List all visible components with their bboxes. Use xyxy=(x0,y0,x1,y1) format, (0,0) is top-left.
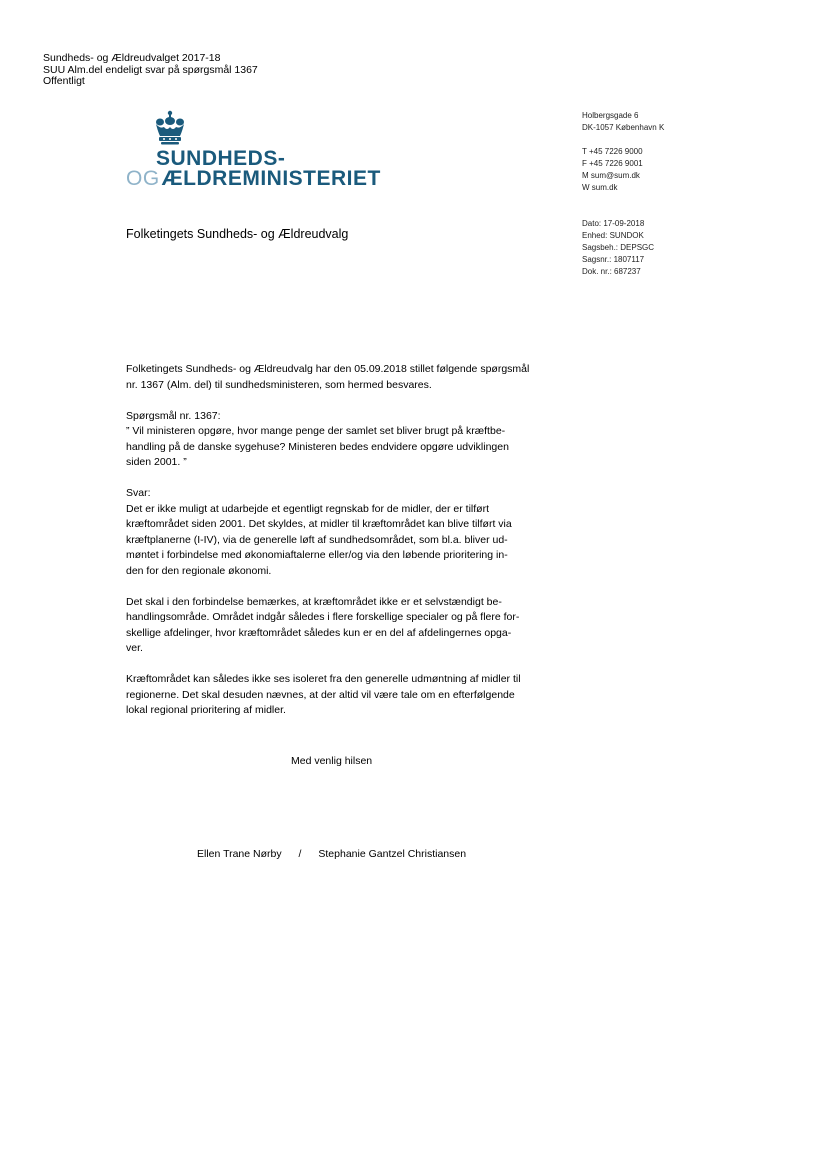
ministry-logo xyxy=(126,110,381,190)
date: Dato: 17-09-2018 xyxy=(582,219,645,228)
closing-greeting: Med venlig hilsen xyxy=(291,755,373,767)
case-handler: Sagsbeh.: DEPSGC xyxy=(582,243,655,252)
postal-address: DK-1057 København K xyxy=(582,123,665,132)
case-info-block xyxy=(582,218,664,278)
street-address: Holbergsgade 6 xyxy=(582,111,639,120)
signatory-official: Stephanie Gantzel Christiansen xyxy=(318,848,467,860)
signatory-minister: Ellen Trane Nørby xyxy=(197,848,282,860)
recipient: Folketingets Sundheds- og Ældreudvalg xyxy=(126,227,349,241)
logo-text-line2 xyxy=(126,168,381,190)
website: W sum.dk xyxy=(582,183,618,192)
unit: Enhed: SUNDOK xyxy=(582,231,644,240)
signature-separator: / xyxy=(298,848,302,860)
public-status-line: Offentligt xyxy=(43,75,85,87)
crown-icon xyxy=(152,110,188,146)
case-number: Sagsnr.: 1807117 xyxy=(582,255,645,264)
fax-number: F +45 7226 9001 xyxy=(582,159,643,168)
committee-line: Sundheds- og Ældreudvalget 2017-18 xyxy=(43,52,221,64)
document-header xyxy=(43,53,258,88)
sender-info xyxy=(582,110,664,290)
contact-block xyxy=(582,146,664,194)
logo-text-ministry: ÆLDREMINISTERIET xyxy=(161,167,381,190)
signatures xyxy=(197,848,466,860)
conclusion-paragraph: Kræftområdet kan således ikke ses isoleret fra den generelle udmøntning af midler til regionerne. Det skal desuden nævnes, at der altid vil være tale om en efterfølgende lokal regional prioritering af midler. xyxy=(126,673,521,716)
remark-paragraph: Det skal i den forbindelse bemærkes, at kræftområdet ikke er et selvstændigt be- handlingsområde. Området indgår således i flere forskellige specialer og på flere for- skellige afdelinger, hvor kræftområdet således kun er en del af afdelingernes opga- ver. xyxy=(126,595,520,654)
answer-paragraph: Svar: Det er ikke muligt at udarbejde et egentligt regnskab for de midler, der er tilført kræftområdet siden 2001. Det skyldes, at midler til kræftområdet kan blive tilført via kræftplanerne (I-IV), via de generelle løft af sundhedsområdet, som bl.a. bliver ud- møntet i forbindelse med økonomiaftalerne eller/og via den løbende prioritering in- den for den regionale økonomi. xyxy=(126,487,512,577)
letter-body xyxy=(126,362,546,734)
address-block xyxy=(582,110,664,134)
reference-line: SUU Alm.del endeligt svar på spørgsmål 1367 xyxy=(43,63,258,76)
question-paragraph: Spørgsmål nr. 1367: ” Vil ministeren opgøre, hvor mange penge der samlet set bliver brugt på kræftbe- handling på de danske sygehuse? Ministeren bedes endvidere opgøre udviklingen siden 2001. ” xyxy=(126,409,509,468)
phone-number: T +45 7226 9000 xyxy=(582,147,643,156)
intro-paragraph: Folketingets Sundheds- og Ældreudvalg har den 05.09.2018 stillet følgende spørgsmål nr. 1367 (Alm. del) til sundhedsministeren, som hermed besvares. xyxy=(126,363,530,391)
document-number: Dok. nr.: 687237 xyxy=(582,267,641,276)
logo-text-og: OG xyxy=(126,167,160,190)
email-address: M sum@sum.dk xyxy=(582,171,640,180)
logo-text-line1: SUNDHEDS- xyxy=(156,147,286,170)
